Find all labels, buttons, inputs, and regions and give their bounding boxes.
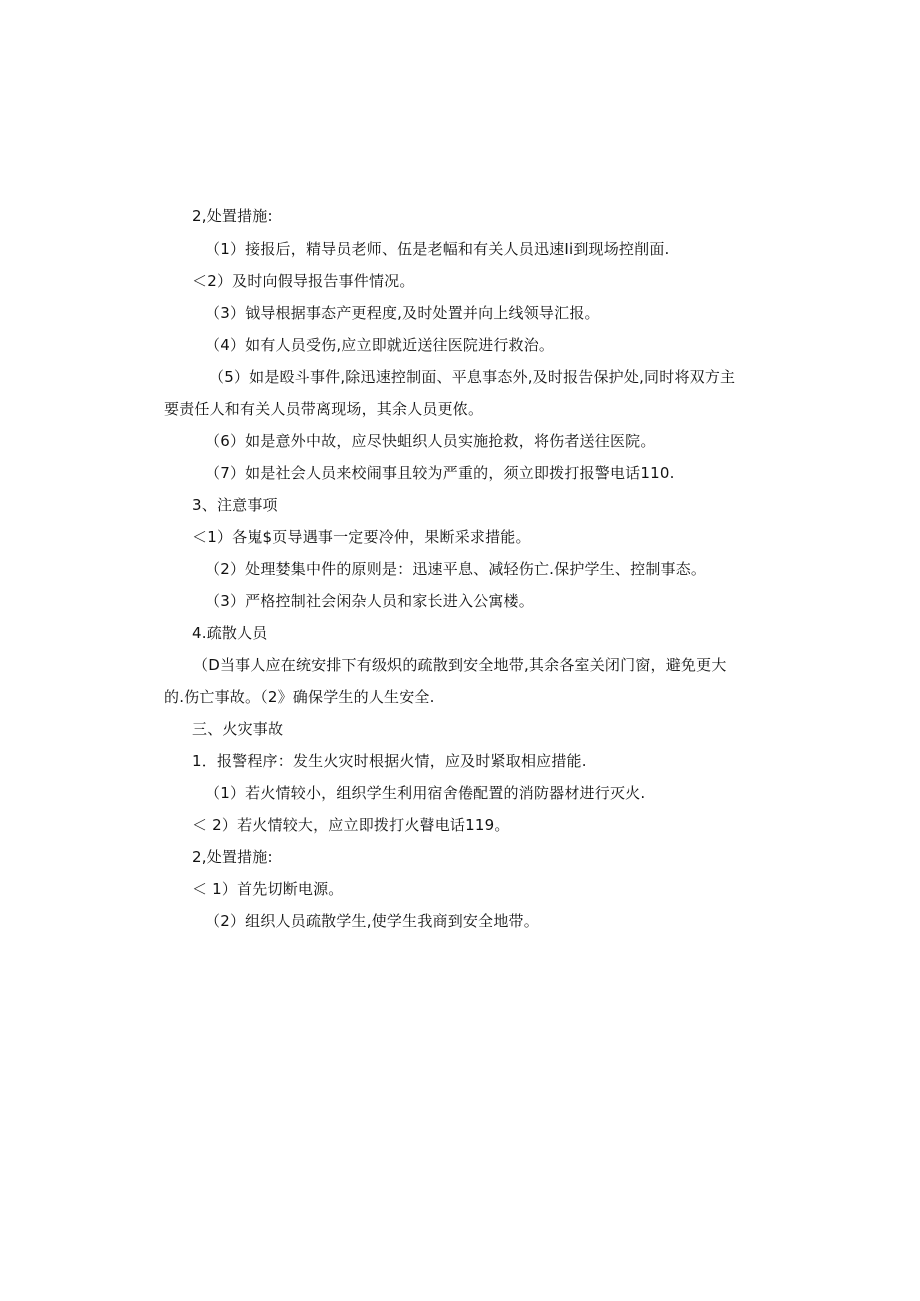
paragraph-line: （D当事人应在统安排下有级炽的疏散到安全地带,其余各室关闭门窗，避免更大	[193, 656, 727, 674]
paragraph-line: 要责任人和有关人员带离现场，其余人员更侬。	[164, 400, 484, 418]
section-heading-evacuation: 4.疏散人员	[192, 624, 268, 642]
section-heading-handling-measures-fire: 2,处置措施:	[192, 848, 273, 866]
paragraph-line: （6）如是意外中故，应尽快蛆织人员实施抢救，将伤者送往医院。	[205, 432, 656, 450]
paragraph-line: （1）若火情较小，组织学生利用宿舍倦配置的消防器材进行灭火.	[205, 784, 646, 802]
paragraph-line: （2）处理婪集中件的原则是：迅速平息、减轻伤亡.保护学生、控制事态。	[205, 560, 707, 578]
paragraph-line: （7）如是社会人员来校闹事且较为严重的，须立即拨打报警电话110.	[205, 464, 675, 482]
paragraph-line: ＜ 1）首先切断电源。	[192, 880, 344, 898]
paragraph-line: 1．报警程序：发生火灾时根据火情，应及时紧取相应措能.	[192, 752, 587, 770]
paragraph-line: （2）组织人员疏散学生,使学生我商到安全地带。	[205, 912, 539, 930]
section-heading-fire-accident: 三、火灾事故	[192, 720, 284, 738]
paragraph-line: 的.伤亡事故。（2》确保学生的人生安全.	[164, 688, 435, 706]
paragraph-line: ＜1）各嵬$页导遇事一定要冷仲，果断采求措能。	[192, 528, 531, 546]
paragraph-line: （4）如有人员受伤,应立即就近送往医院进行救治。	[205, 336, 555, 354]
paragraph-line: ＜ 2）若火情较大，应立即拨打火瞽电话119。	[192, 816, 510, 834]
paragraph-line: ＜2）及时向假导报告事件情况。	[192, 272, 415, 290]
paragraph-line: （3）钺导根据事态产更程度,及时处置并向上线领导汇报。	[205, 304, 600, 322]
paragraph-line: （3）严格控制社会闲杂人员和家长进入公寓楼。	[205, 592, 534, 610]
section-heading-notes: 3、注意事项	[192, 496, 278, 514]
paragraph-line: （5）如是殴斗事件,除迅速控制面、平息事态外,及时报告保护处,同时将双方主	[209, 368, 736, 386]
section-heading-handling-measures: 2,处置措施:	[192, 207, 273, 225]
paragraph-line: （1）接报后，精导员老师、伍是老幅和有关人员迅速Ii到现场控削面.	[205, 240, 670, 258]
